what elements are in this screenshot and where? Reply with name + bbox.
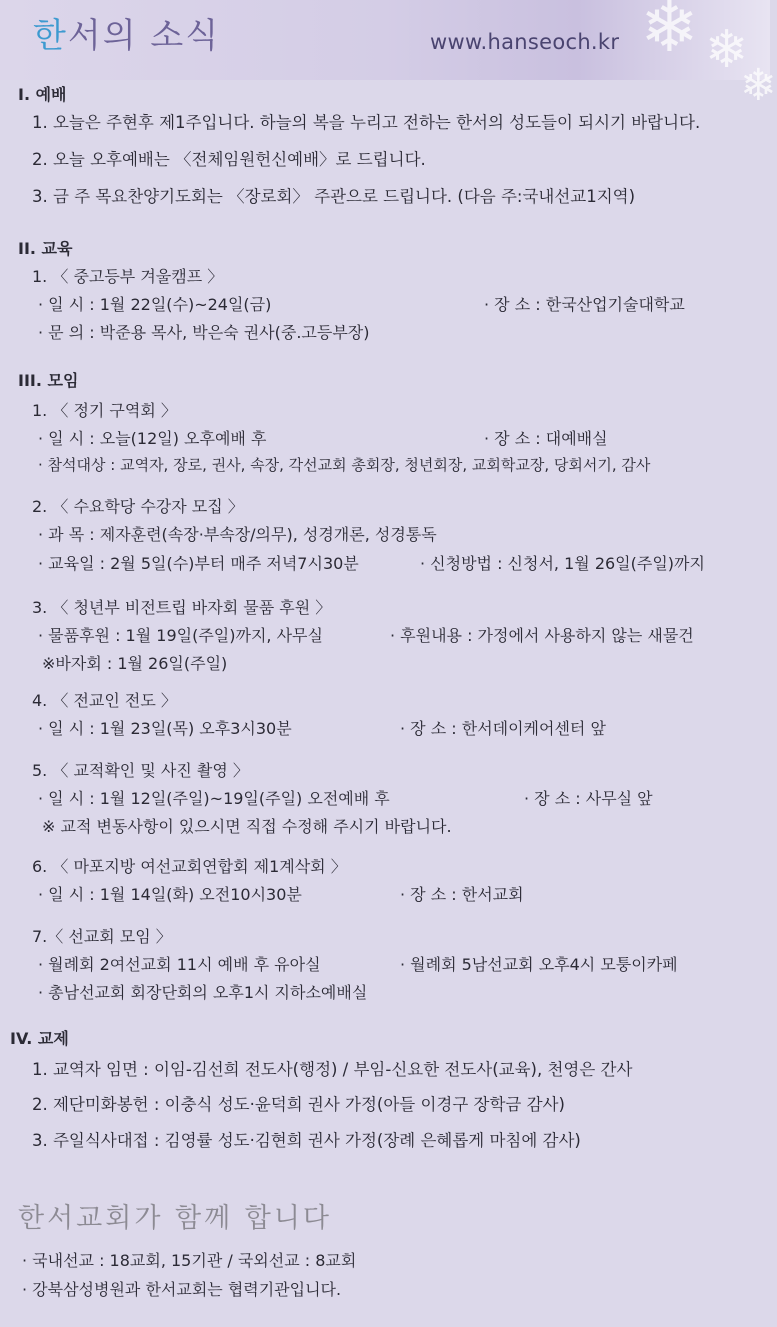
meeting-2-date: · 교육일 : 2월 5일(수)부터 매주 저녁7시30분 bbox=[38, 554, 359, 573]
education-camp-contact: · 문 의 : 박준용 목사, 박은숙 권사(중.고등부장) bbox=[38, 323, 370, 342]
meeting-2-apply: · 신청방법 : 신청서, 1월 26일(주일)까지 bbox=[420, 554, 705, 573]
meeting-7-item-c: · 총남선교회 회장단회의 오후1시 지하소예배실 bbox=[38, 983, 368, 1002]
meeting-6-title: 6. 〈 마포지방 여선교회연합회 제1계삭회 〉 bbox=[32, 857, 347, 876]
meeting-4-place: · 장 소 : 한서데이케어센터 앞 bbox=[400, 719, 606, 738]
meeting-1-place: · 장 소 : 대예배실 bbox=[484, 429, 608, 448]
meeting-4-date: · 일 시 : 1월 23일(목) 오후3시30분 bbox=[38, 719, 292, 738]
meeting-6-date: · 일 시 : 1월 14일(화) 오전10시30분 bbox=[38, 885, 302, 904]
education-camp-date: · 일 시 : 1월 22일(수)~24일(금) bbox=[38, 295, 272, 314]
section-heading-fellowship: IV. 교제 bbox=[10, 1029, 69, 1048]
meeting-7-title: 7.〈 선교회 모임 〉 bbox=[32, 927, 172, 946]
church-website-url[interactable]: www.hanseoch.kr bbox=[430, 30, 620, 54]
meeting-5-date: · 일 시 : 1월 12일(주일)~19일(주일) 오전예배 후 bbox=[38, 789, 390, 808]
worship-item-1: 1. 오늘은 주현후 제1주입니다. 하늘의 복을 누리고 전하는 한서의 성도들이 되시기 바랍니다. bbox=[32, 113, 701, 132]
worship-item-3: 3. 금 주 목요찬양기도회는 〈장로회〉 주관으로 드립니다. (다음 주:국내선교1지역) bbox=[32, 187, 636, 206]
footer-partner-note: · 강북삼성병원과 한서교회는 협력기관입니다. bbox=[22, 1280, 342, 1299]
newsletter-title: 한서의 소식 bbox=[33, 16, 221, 56]
worship-item-2: 2. 오늘 오후예배는 〈전체임원헌신예배〉로 드립니다. bbox=[32, 150, 426, 169]
education-camp-title: 1. 〈 중고등부 겨울캠프 〉 bbox=[32, 267, 224, 286]
meeting-3-support: · 물품후원 : 1월 19일(주일)까지, 사무실 bbox=[38, 626, 323, 645]
footer-mission-count: · 국내선교 : 18교회, 15기관 / 국외선교 : 8교회 bbox=[22, 1251, 357, 1270]
meeting-6-place: · 장 소 : 한서교회 bbox=[400, 885, 524, 904]
meeting-7-item-b: · 월례회 5남선교회 오후4시 모퉁이카페 bbox=[400, 955, 678, 974]
snowflake-icon: ❄ bbox=[705, 20, 749, 80]
fellowship-item-1: 1. 교역자 임면 : 이임-김선희 전도사(행정) / 부임-신요한 전도사(교육), 천영은 간사 bbox=[32, 1060, 633, 1079]
fellowship-item-2: 2. 제단미화봉헌 : 이충식 성도·윤덕희 권사 가정(아들 이경구 장학금 감사) bbox=[32, 1095, 565, 1114]
education-camp-place: · 장 소 : 한국산업기술대학교 bbox=[484, 295, 685, 314]
snowflake-icon: ❄ bbox=[640, 0, 699, 68]
meeting-5-note: ※ 교적 변동사항이 있으시면 직접 수정해 주시기 바랍니다. bbox=[42, 817, 452, 836]
meeting-1-title: 1. 〈 정기 구역회 〉 bbox=[32, 401, 177, 420]
meeting-1-date: · 일 시 : 오늘(12일) 오후예배 후 bbox=[38, 429, 267, 448]
section-heading-meeting: III. 모임 bbox=[18, 371, 79, 390]
snowflake-icon: ❄ bbox=[740, 60, 777, 111]
fellowship-item-3: 3. 주일식사대접 : 김영률 성도·김현희 권사 가정(장례 은혜롭게 마침에 감사) bbox=[32, 1131, 581, 1150]
section-heading-worship: I. 예배 bbox=[18, 85, 67, 104]
meeting-5-title: 5. 〈 교적확인 및 사진 촬영 〉 bbox=[32, 761, 249, 780]
footer-slogan: 한서교회가 함께 합니다 bbox=[18, 1203, 332, 1234]
meeting-3-bazaar: ※바자회 : 1월 26일(주일) bbox=[42, 654, 228, 673]
section-heading-education: II. 교육 bbox=[18, 239, 73, 258]
meeting-2-subject: · 과 목 : 제자훈련(속장·부속장/의무), 성경개론, 성경통독 bbox=[38, 525, 437, 544]
meeting-2-title: 2. 〈 수요학당 수강자 모집 〉 bbox=[32, 497, 244, 516]
meeting-1-target: · 참석대상 : 교역자, 장로, 권사, 속장, 각선교회 총회장, 청년회장, 교회학교장, 당회서기, 감사 bbox=[38, 456, 651, 474]
meeting-7-item-a: · 월례회 2여선교회 11시 예배 후 유아실 bbox=[38, 955, 321, 974]
meeting-3-content: · 후원내용 : 가정에서 사용하지 않는 새물건 bbox=[390, 626, 694, 645]
meeting-5-place: · 장 소 : 사무실 앞 bbox=[524, 789, 653, 808]
meeting-3-title: 3. 〈 청년부 비전트립 바자회 물품 후원 〉 bbox=[32, 598, 332, 617]
meeting-4-title: 4. 〈 전교인 전도 〉 bbox=[32, 691, 177, 710]
